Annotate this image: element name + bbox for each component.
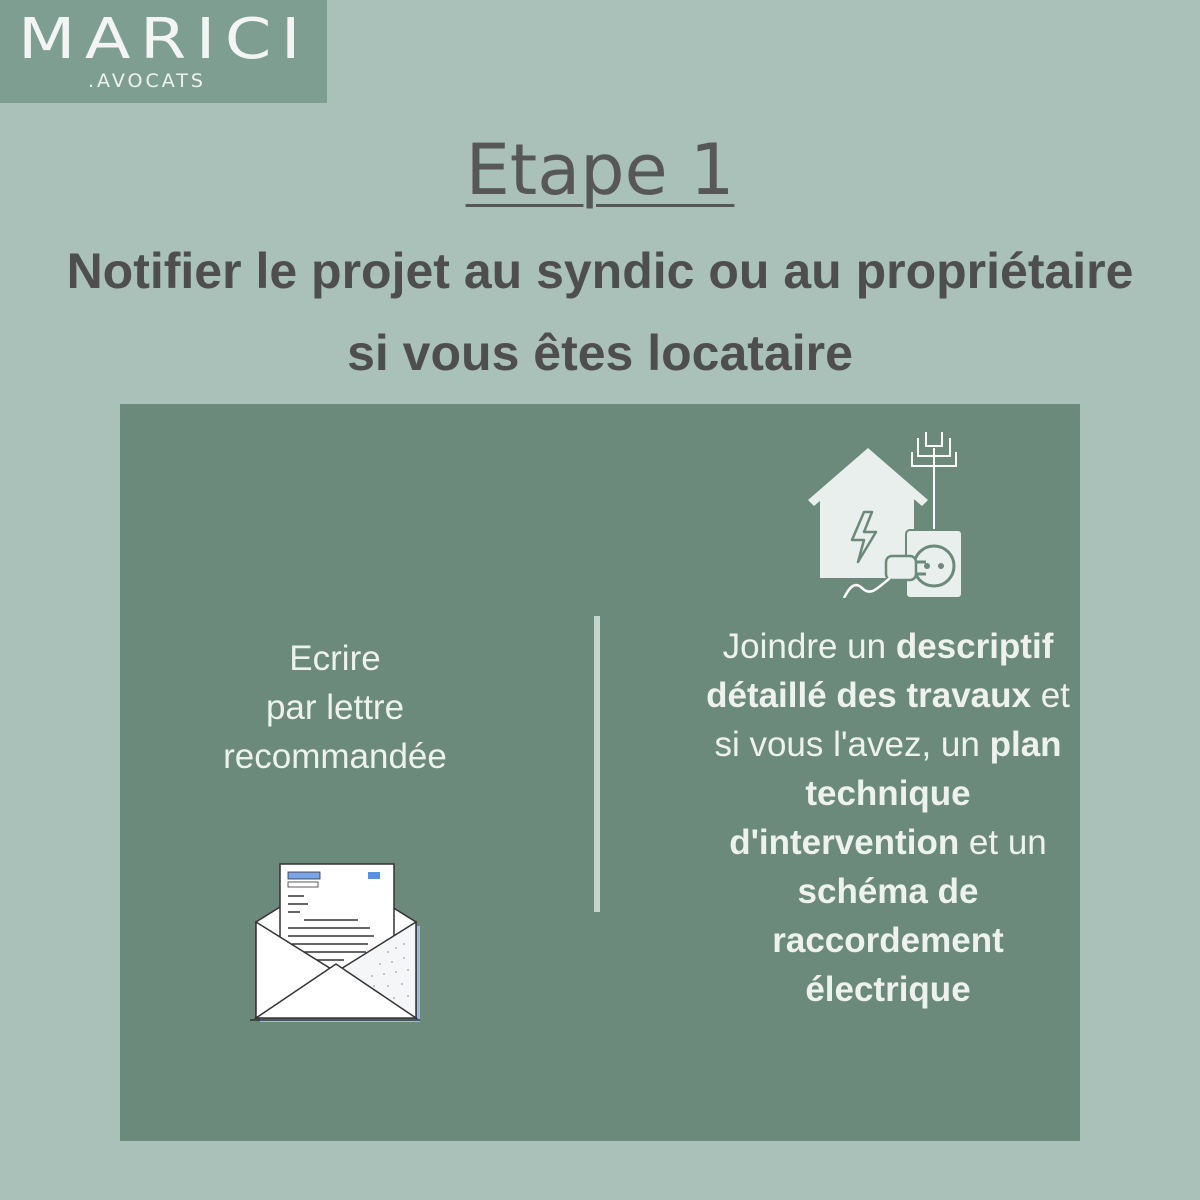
left-line: par lettre [265,688,405,727]
brand-logo [0,0,327,103]
step-subtitle: Notifier le projet au syndic ou au propriétaire si vous êtes locataire [66,243,1134,381]
right-text-bold: plan technique d'intervention [729,725,1062,862]
right-text-part: et si vous l'avez, un [714,676,1070,764]
left-line: Ecrire [289,639,381,678]
logo-subtitle: .AVOCATS [88,70,206,92]
step-title [0,125,1200,215]
logo-wordmark-text: MARICI [18,7,310,66]
right-text-bold: schéma de raccordement électrique [772,872,1004,1009]
envelope-letter-icon [248,852,424,1024]
content-panel [120,404,1080,1141]
right-text-part: Joindre un [722,627,896,666]
left-line: recommandée [223,737,447,776]
house-electric-plug-icon [806,428,970,598]
panel-divider [594,616,600,912]
right-instruction [698,622,1078,1014]
marici-logo-wordmark [14,6,314,66]
left-instruction [160,634,510,781]
right-text-bold: descriptif détaillé des travaux [706,627,1054,715]
right-text-part: et un [959,823,1047,862]
step-title-text: Etape 1 [465,129,735,211]
